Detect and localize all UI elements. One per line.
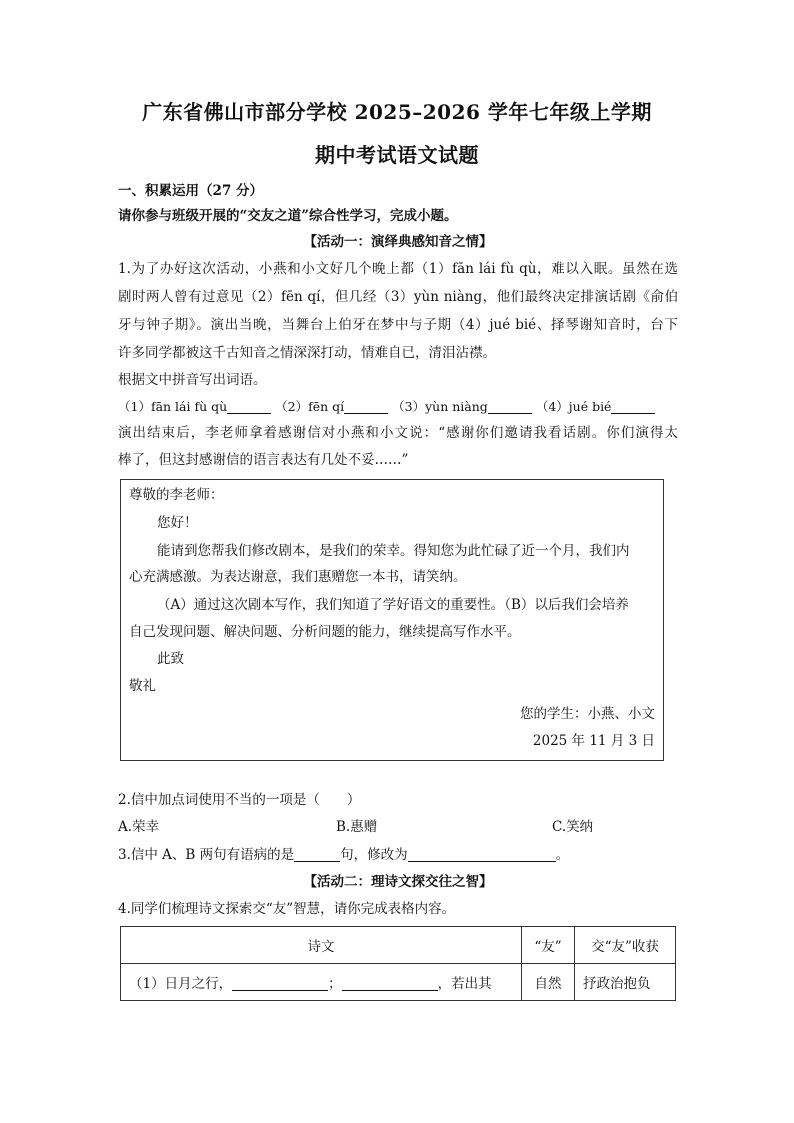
section1-heading: 一、积累运用（27 分） <box>118 183 263 199</box>
table-header-gain: 交“友”收获 <box>575 927 676 964</box>
q1-after-line: 演出结束后，李老师拿着感谢信对小燕和小文说：“感谢你们邀请我看话剧。你们演得太 <box>118 425 678 441</box>
answer-blank[interactable] <box>227 399 271 414</box>
answer-blank[interactable] <box>232 976 328 991</box>
q1-after-line: 棒了，但这封感谢信的语言表达有几处不妥……” <box>118 452 409 468</box>
q3-row <box>118 845 678 865</box>
q3-text: 句，修改为 <box>340 847 408 863</box>
activity1-heading: 【活动一：演绎典感知音之情】 <box>303 234 493 250</box>
q2-stem: 2.信中加点词使用不当的一项是（ ） <box>118 792 361 808</box>
letter-body-line: 心充满感激。为表达谢意，我们惠赠您一本书，请笑纳。 <box>129 569 467 585</box>
q4-stem: 4.同学们梳理诗文探索交“友”智慧，请你完成表格内容。 <box>118 901 456 917</box>
q1-para-line: 牙与钟子期》。演出当晚，当舞台上伯牙在梦中与子期（4）jué bié、择琴谢知音时，台下 <box>118 317 678 333</box>
letter-signature: 您的学生：小燕、小文 <box>520 706 655 722</box>
activity2-heading: 【活动二：理诗文探交往之智】 <box>303 874 493 890</box>
q2-option-a[interactable]: A.荣幸 <box>118 819 160 835</box>
answer-blank[interactable] <box>342 976 438 991</box>
letter-salutation: 尊敬的李老师： <box>129 487 224 503</box>
exam-title-line1: 广东省佛山市部分学校 2025–2026 学年七年级上学期 <box>142 100 652 124</box>
q1-blank-label: （1）fān lái fù qù <box>118 399 228 414</box>
q1-blank-label: （4）jué bié <box>535 399 612 414</box>
letter-body-line: 自己发现问题、解决问题、分析问题的能力，继续提高写作水平。 <box>129 624 521 640</box>
table-cell-poem <box>121 964 522 1001</box>
answer-blank[interactable] <box>488 399 532 414</box>
table-cell-friend: 自然 <box>522 964 575 1001</box>
table-row <box>121 964 676 1001</box>
table-header-friend: “友” <box>522 927 575 964</box>
q2-option-c[interactable]: C.笑纳 <box>552 819 594 835</box>
answer-blank[interactable] <box>294 847 340 862</box>
q1-para-line: 剧时两人曾有过意见（2）fēn qí，但几经（3）yùn niàng，他们最终决定排演话剧《俞伯 <box>118 289 678 305</box>
q1-blanks-row <box>118 397 678 417</box>
letter-greeting: 您好！ <box>157 515 198 531</box>
q3-text: 3.信中 A、B 两句有语病的是 <box>118 847 295 863</box>
q1-prompt: 根据文中拼音写出词语。 <box>118 372 267 388</box>
poem-table <box>120 926 676 1001</box>
poem-text: ，若出其 <box>437 976 492 992</box>
poem-text: ； <box>328 976 342 992</box>
letter-date: 2025 年 11 月 3 日 <box>532 733 655 749</box>
thank-you-letter <box>120 479 664 761</box>
letter-body-line: （A）通过这次剧本写作，我们知道了学好语文的重要性。（B）以后我们会培养 <box>157 597 629 613</box>
answer-blank[interactable] <box>344 399 388 414</box>
q1-blank-label: （2）fēn qí <box>275 399 345 414</box>
q1-para-line: 1.为了办好这次活动，小燕和小文好几个晚上都（1）fān lái fù qù，难以入眠。虽然在选 <box>118 261 678 277</box>
poem-text: （1）日月之行， <box>129 976 233 992</box>
table-header-row <box>121 927 676 964</box>
instruction-text: 请你参与班级开展的“交友之道”综合性学习，完成小题。 <box>118 208 458 224</box>
table-cell-gain: 抒政治抱负 <box>575 964 676 1001</box>
table-header-poem: 诗文 <box>121 927 522 964</box>
answer-blank[interactable] <box>408 847 556 862</box>
letter-closing-1: 此致 <box>157 651 184 667</box>
exam-title-line2: 期中考试语文试题 <box>315 143 479 167</box>
letter-body-line: 能请到您帮我们修改剧本，是我们的荣幸。得知您为此忙碌了近一个月，我们内 <box>157 543 630 559</box>
answer-blank[interactable] <box>611 399 655 414</box>
q3-text: 。 <box>555 847 570 863</box>
letter-closing-2: 敬礼 <box>129 678 156 694</box>
q1-blank-label: （3）yùn niàng <box>392 399 488 414</box>
q1-para-line: 许多同学都被这千古知音之情深深打动，情难自已，清泪沾襟。 <box>118 345 496 361</box>
q2-option-b[interactable]: B.惠赠 <box>336 819 378 835</box>
